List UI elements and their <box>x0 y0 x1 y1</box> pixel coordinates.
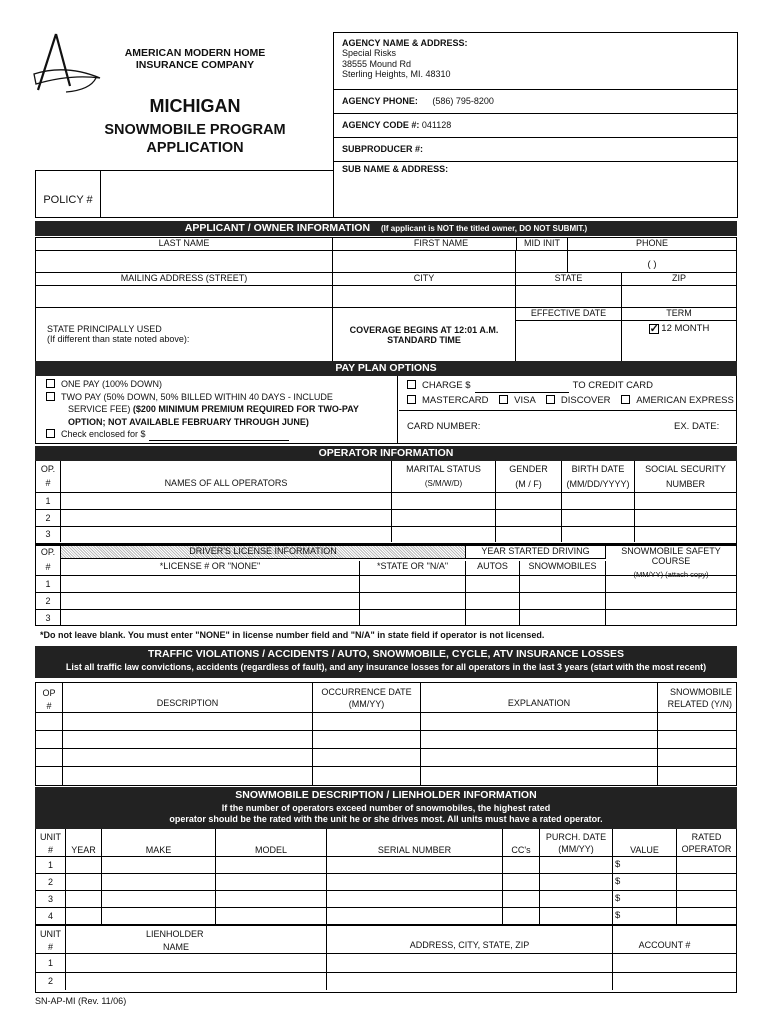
make-input[interactable] <box>102 908 216 924</box>
row-number: 3 <box>36 610 61 626</box>
license-number-header: *LICENSE # OR "NONE" <box>61 561 360 576</box>
agency-name-label: AGENCY NAME & ADDRESS: <box>342 38 468 48</box>
traffic-row <box>36 767 736 785</box>
checkbox-icon <box>407 395 416 404</box>
operator-name-input[interactable] <box>61 493 392 509</box>
agency-box <box>333 32 738 218</box>
snowmobiles-header: SNOWMOBILES <box>520 561 606 576</box>
rated-operator-input[interactable] <box>677 874 736 890</box>
applicant-section-header: APPLICANT / OWNER INFORMATION (If applicant is NOT the titled owner, DO NOT SUBMIT.) <box>35 221 737 236</box>
form-id: SN-AP-MI (Rev. 11/06) <box>35 996 127 1006</box>
gender-input[interactable] <box>496 493 562 509</box>
city-input[interactable] <box>333 286 516 307</box>
policy-label: POLICY # <box>36 171 101 217</box>
marital-status-header: MARITAL STATUS (S/M/W/D) <box>392 461 496 492</box>
model-input[interactable] <box>216 908 327 924</box>
model-input[interactable] <box>216 857 327 873</box>
agency-city[interactable]: Sterling Heights, MI. 48310 <box>342 69 451 80</box>
mid-init-input[interactable] <box>516 251 568 272</box>
explanation-input[interactable] <box>421 749 658 766</box>
effective-date-input[interactable] <box>516 321 622 361</box>
cc-input[interactable] <box>503 874 540 890</box>
traffic-section-header: TRAFFIC VIOLATIONS / ACCIDENTS / AUTO, SNOWMOBILE, CYCLE, ATV INSURANCE LOSSES List all traffic law convictions, accidents (regardless of fault), and any insurance losses for all operators in the last 3 years (start with the most recent) <box>35 646 737 678</box>
drivers-license-header: DRIVER'S LICENSE INFORMATION <box>61 546 466 559</box>
related-input[interactable] <box>658 749 736 766</box>
units-section-header: SNOWMOBILE DESCRIPTION / LIENHOLDER INFORMATION If the number of operators exceed number of snowmobiles, the highest rated operator should be the rated with the unit he or she drives most. All units must have a rated operator. <box>35 787 737 829</box>
serial-input[interactable] <box>327 891 503 907</box>
unit-number-header: UNIT # <box>36 926 66 953</box>
make-input[interactable] <box>102 891 216 907</box>
mailing-address-input[interactable] <box>36 286 333 307</box>
checkbox-icon <box>46 392 55 401</box>
license-state-input[interactable] <box>360 593 466 609</box>
ssn-input[interactable] <box>635 493 736 509</box>
account-input[interactable] <box>613 973 736 990</box>
company-name: AMERICAN MODERN HOME INSURANCE COMPANY <box>124 47 266 72</box>
unit-row <box>36 891 736 908</box>
ssn-input[interactable] <box>635 510 736 526</box>
row-number: 1 <box>36 576 61 592</box>
row-number: 2 <box>36 510 61 526</box>
safety-course-input[interactable] <box>606 610 736 626</box>
marital-input[interactable] <box>392 527 496 542</box>
purchase-date-input[interactable] <box>540 857 613 873</box>
description-input[interactable] <box>63 731 313 748</box>
safety-course-input[interactable] <box>606 593 736 609</box>
last-name-input[interactable] <box>36 251 333 272</box>
marital-input[interactable] <box>392 493 496 509</box>
program-title: SNOWMOBILE PROGRAM APPLICATION <box>104 122 286 156</box>
description-input[interactable] <box>63 749 313 766</box>
autos-year-input[interactable] <box>466 593 520 609</box>
op-input[interactable] <box>36 731 63 748</box>
explanation-input[interactable] <box>421 731 658 748</box>
unit-number-header: UNIT # <box>36 829 66 856</box>
unit-row <box>36 874 736 891</box>
lienholder-name-header: LIENHOLDER NAME <box>66 926 327 953</box>
drivers-license-grid <box>35 544 737 626</box>
account-header: ACCOUNT # <box>638 940 691 950</box>
related-input[interactable] <box>658 767 736 785</box>
checkbox-icon <box>499 395 508 404</box>
zip-input[interactable] <box>622 286 736 307</box>
lienholder-row <box>36 973 736 990</box>
checkbox-icon <box>46 429 55 438</box>
license-state-input[interactable] <box>360 610 466 626</box>
birth-date-input[interactable] <box>562 510 635 526</box>
purchase-date-input[interactable] <box>540 874 613 890</box>
serial-input[interactable] <box>327 857 503 873</box>
agency-street[interactable]: 38555 Mound Rd <box>342 58 412 69</box>
applicant-grid <box>35 237 737 362</box>
op-number-header: OP. # <box>36 461 61 492</box>
snowmobiles-year-input[interactable] <box>520 593 606 609</box>
cc-input[interactable] <box>503 857 540 873</box>
traffic-row <box>36 731 736 749</box>
gender-input[interactable] <box>496 527 562 542</box>
serial-number-header: SERIAL NUMBER <box>327 829 503 856</box>
model-input[interactable] <box>216 874 327 890</box>
license-state-header: *STATE OR "N/A" <box>360 561 466 576</box>
birth-date-header: BIRTH DATE (MM/DD/YYYY) <box>562 461 635 492</box>
lienholder-name-input[interactable] <box>66 973 327 990</box>
pay-plan-section-header: PAY PLAN OPTIONS <box>35 361 737 376</box>
subproducer-field[interactable]: SUBPRODUCER #: <box>342 144 424 154</box>
row-number: 1 <box>36 857 66 873</box>
explanation-input[interactable] <box>421 713 658 730</box>
marital-input[interactable] <box>392 510 496 526</box>
row-number: 3 <box>36 527 61 542</box>
rated-operator-input[interactable] <box>677 857 736 873</box>
checkbox-icon <box>46 379 55 388</box>
check-amount-input[interactable] <box>149 440 289 441</box>
serial-input[interactable] <box>327 908 503 924</box>
cc-input[interactable] <box>503 908 540 924</box>
ssn-input[interactable] <box>635 527 736 542</box>
agency-code-label: AGENCY CODE #: <box>342 120 420 130</box>
operator-name-input[interactable] <box>61 527 392 542</box>
agency-name[interactable]: Special Risks <box>342 48 397 59</box>
op-number-header: OP # <box>36 683 63 712</box>
model-header: MODEL <box>216 829 327 856</box>
operator-row <box>36 493 736 510</box>
gender-input[interactable] <box>496 510 562 526</box>
unit-row <box>36 857 736 874</box>
year-input[interactable] <box>66 891 102 907</box>
state-principally-used[interactable]: STATE PRINCIPALLY USED (If different than state noted above): <box>36 308 333 361</box>
make-input[interactable] <box>102 874 216 890</box>
lienholder-address-input[interactable] <box>327 973 613 990</box>
explanation-input[interactable] <box>421 767 658 785</box>
checked-box-icon: ✓ <box>649 323 659 335</box>
amex-option[interactable]: AMERICAN EXPRESS <box>621 395 734 406</box>
autos-header: AUTOS <box>466 561 520 576</box>
birth-date-input[interactable] <box>562 527 635 542</box>
ssn-header: SOCIAL SECURITY NUMBER <box>645 464 726 490</box>
license-row <box>36 576 736 593</box>
snowmobiles-year-input[interactable] <box>520 610 606 626</box>
checkbox-icon <box>546 395 555 404</box>
purchase-date-input[interactable] <box>540 891 613 907</box>
serial-input[interactable] <box>327 874 503 890</box>
related-input[interactable] <box>658 713 736 730</box>
operator-names-header: NAMES OF ALL OPERATORS <box>61 461 392 492</box>
term-12-month[interactable]: ✓ 12 MONTH <box>649 323 710 335</box>
year-input[interactable] <box>66 874 102 890</box>
checkbox-icon <box>621 395 630 404</box>
operator-grid <box>35 461 737 544</box>
agency-code[interactable]: 041128 <box>421 120 452 130</box>
card-number-field[interactable]: CARD NUMBER: <box>407 421 481 432</box>
lienholder-row <box>36 954 736 973</box>
policy-number-input[interactable] <box>102 171 333 217</box>
state-input[interactable] <box>516 286 622 307</box>
related-input[interactable] <box>658 731 736 748</box>
occurrence-input[interactable] <box>313 731 421 748</box>
op-input[interactable] <box>36 749 63 766</box>
purchase-date-header: PURCH. DATE (MM/YY) <box>540 829 613 856</box>
operator-row <box>36 510 736 527</box>
term-label: TERM <box>622 308 736 321</box>
unit-row <box>36 908 736 925</box>
ccs-header: CC's <box>503 829 540 856</box>
account-input[interactable] <box>613 954 736 972</box>
state-title: MICHIGAN <box>149 96 241 116</box>
effective-date-label: EFFECTIVE DATE <box>516 308 622 321</box>
operator-section-header: OPERATOR INFORMATION <box>35 446 737 461</box>
make-header: MAKE <box>102 829 216 856</box>
license-number-input[interactable] <box>61 610 360 626</box>
row-number: 2 <box>36 973 66 990</box>
discover-option[interactable]: DISCOVER <box>546 395 611 406</box>
op-input[interactable] <box>36 767 63 785</box>
units-grid <box>35 829 737 993</box>
charge-option[interactable]: CHARGE $ TO CREDIT CARD <box>407 378 736 393</box>
mid-init-label: MID INIT <box>516 238 568 250</box>
phone-label: PHONE <box>635 238 668 248</box>
mastercard-option[interactable]: MASTERCARD <box>407 395 489 406</box>
ex-date-field[interactable]: EX. DATE: <box>674 421 720 432</box>
license-note: *Do not leave blank. You must enter "NONE" in license number field and "N/A" in state field if operator is not licensed. <box>40 630 545 640</box>
lienholder-name-input[interactable] <box>66 954 327 972</box>
rated-operator-header: RATED OPERATOR <box>681 832 732 855</box>
row-number: 4 <box>36 908 66 924</box>
one-pay-option[interactable]: ONE PAY (100% DOWN) <box>46 378 397 391</box>
snowmobile-related-header: SNOWMOBILE RELATED (Y/N) <box>667 687 732 710</box>
op-input[interactable] <box>36 713 63 730</box>
value-input[interactable]: $ <box>613 857 677 873</box>
make-input[interactable] <box>102 857 216 873</box>
zip-label: ZIP <box>671 273 686 283</box>
model-input[interactable] <box>216 891 327 907</box>
safety-course-header: SNOWMOBILE SAFETY COURSE (MM/YY) (attach copy) <box>621 546 721 579</box>
operator-name-input[interactable] <box>61 510 392 526</box>
lienholder-address-header: ADDRESS, CITY, STATE, ZIP <box>327 926 613 953</box>
year-header: YEAR <box>66 829 102 856</box>
company-logo-icon <box>30 30 102 96</box>
occurrence-input[interactable] <box>313 749 421 766</box>
occurrence-date-header: OCCURRENCE DATE (MM/YY) <box>313 683 421 712</box>
row-number: 1 <box>36 954 66 972</box>
agency-phone-label: AGENCY PHONE: <box>342 96 418 106</box>
year-input[interactable] <box>66 857 102 873</box>
lienholder-address-input[interactable] <box>327 954 613 972</box>
snowmobiles-year-input[interactable] <box>520 576 606 592</box>
rated-operator-input[interactable] <box>677 908 736 924</box>
visa-option[interactable]: VISA <box>499 395 535 406</box>
rated-operator-input[interactable] <box>677 891 736 907</box>
first-name-label: FIRST NAME <box>413 238 469 248</box>
city-label: CITY <box>333 273 516 285</box>
birth-date-input[interactable] <box>562 493 635 509</box>
coverage-note: COVERAGE BEGINS AT 12:01 A.M. STANDARD TIME <box>333 308 516 361</box>
purchase-date-input[interactable] <box>540 908 613 924</box>
autos-year-input[interactable] <box>466 576 520 592</box>
state-label: STATE <box>516 273 622 285</box>
row-number: 2 <box>36 874 66 890</box>
explanation-header: EXPLANATION <box>421 683 658 712</box>
row-number: 3 <box>36 891 66 907</box>
autos-year-input[interactable] <box>466 610 520 626</box>
description-input[interactable] <box>63 767 313 785</box>
traffic-row <box>36 749 736 767</box>
policy-box <box>35 170 334 218</box>
cc-input[interactable] <box>503 891 540 907</box>
operator-row <box>36 527 736 542</box>
last-name-label: LAST NAME <box>36 238 333 250</box>
license-row <box>36 593 736 610</box>
license-state-input[interactable] <box>360 576 466 592</box>
license-number-input[interactable] <box>61 576 360 592</box>
description-input[interactable] <box>63 713 313 730</box>
op-number-header: OP. # <box>36 546 61 575</box>
first-name-input[interactable] <box>333 251 516 272</box>
mailing-address-label: MAILING ADDRESS (STREET) <box>36 273 333 285</box>
row-number: 2 <box>36 593 61 609</box>
year-input[interactable] <box>66 908 102 924</box>
license-row <box>36 610 736 626</box>
occurrence-input[interactable] <box>313 713 421 730</box>
gender-header: GENDER (M / F) <box>496 461 562 492</box>
sub-name-field[interactable]: SUB NAME & ADDRESS: <box>342 164 449 174</box>
safety-course-input[interactable] <box>606 576 736 592</box>
value-input[interactable]: $ <box>613 891 677 907</box>
phone-input[interactable]: ( ) <box>647 259 657 270</box>
row-number: 1 <box>36 493 61 509</box>
description-header: DESCRIPTION <box>63 683 313 712</box>
occurrence-input[interactable] <box>313 767 421 785</box>
value-input[interactable]: $ <box>613 908 677 924</box>
two-pay-option[interactable]: TWO PAY (50% DOWN, 50% BILLED WITHIN 40 DAYS - INCLUDE <box>46 391 397 404</box>
checkbox-icon <box>407 380 416 389</box>
year-started-driving-header: YEAR STARTED DRIVING <box>466 546 606 559</box>
value-header: VALUE <box>613 829 677 856</box>
traffic-grid <box>35 682 737 786</box>
pay-plan-box: ONE PAY (100% DOWN) TWO PAY (50% DOWN, 50% BILLED WITHIN 40 DAYS - INCLUDE SERVICE FEE) ($200 MINIMUM PREMIUM REQUIRED FOR TWO-PAY OPTION; NOT AVAILABLE FEBRUARY THROUGH JUNE) Check enclosed for $ CHARGE $ TO CREDIT CARD MASTERCARD VISA DISCOVER AMERICAN EXPRESS CARD NUMBER: EX. DATE: <box>35 376 737 444</box>
traffic-row <box>36 713 736 731</box>
license-number-input[interactable] <box>61 593 360 609</box>
value-input[interactable]: $ <box>613 874 677 890</box>
check-enclosed-option[interactable]: Check enclosed for $ <box>46 428 397 441</box>
agency-phone[interactable]: (586) 795-8200 <box>432 96 494 106</box>
